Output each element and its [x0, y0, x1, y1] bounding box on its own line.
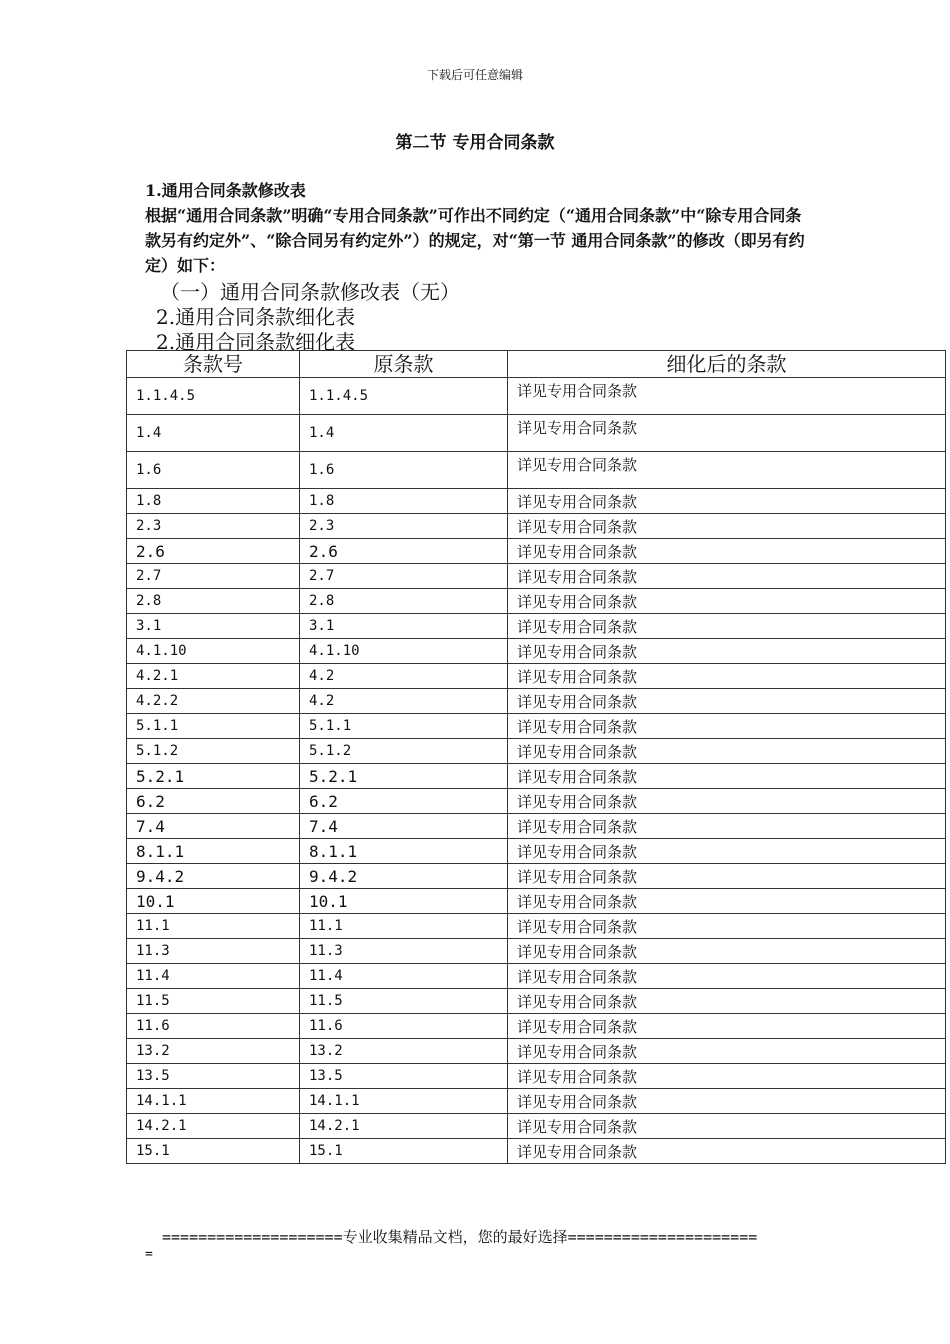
table-row [127, 939, 946, 964]
modification-table-note: （一）通用合同条款修改表（无） [160, 280, 460, 304]
cell-clause-no: 1.6 [127, 452, 300, 489]
table-row [127, 714, 946, 739]
cell-clause-no: 4.2.1 [127, 664, 300, 689]
refinement-table-title-repeat: 2.通用合同条款细化表 [156, 330, 356, 354]
cell-original-clause: 6.2 [300, 789, 508, 814]
cell-refined-clause: 详见专用合同条款 [508, 989, 946, 1014]
cell-refined-clause: 详见专用合同条款 [508, 452, 946, 489]
cell-clause-no: 14.1.1 [127, 1089, 300, 1114]
table-row [127, 489, 946, 514]
cell-original-clause: 11.4 [300, 964, 508, 989]
footer-banner-wrap: = [145, 1247, 153, 1262]
cell-refined-clause: 详见专用合同条款 [508, 764, 946, 789]
cell-original-clause: 13.5 [300, 1064, 508, 1089]
table-row [127, 814, 946, 839]
cell-original-clause: 14.1.1 [300, 1089, 508, 1114]
cell-original-clause: 5.1.1 [300, 714, 508, 739]
cell-original-clause: 2.6 [300, 539, 508, 564]
cell-original-clause: 2.3 [300, 514, 508, 539]
table-row [127, 789, 946, 814]
cell-refined-clause: 详见专用合同条款 [508, 564, 946, 589]
cell-original-clause: 11.1 [300, 914, 508, 939]
cell-original-clause: 1.8 [300, 489, 508, 514]
table-row [127, 864, 946, 889]
table-row [127, 739, 946, 764]
cell-clause-no: 4.1.10 [127, 639, 300, 664]
cell-clause-no: 1.4 [127, 415, 300, 452]
cell-refined-clause: 详见专用合同条款 [508, 1014, 946, 1039]
cell-refined-clause: 详见专用合同条款 [508, 1139, 946, 1164]
cell-original-clause: 7.4 [300, 814, 508, 839]
cell-original-clause: 5.1.2 [300, 739, 508, 764]
header-clause-no: 条款号 [127, 351, 300, 378]
table-row [127, 839, 946, 864]
cell-original-clause: 1.1.4.5 [300, 378, 508, 415]
cell-original-clause: 4.2 [300, 664, 508, 689]
cell-clause-no: 8.1.1 [127, 839, 300, 864]
clause-refinement-table [126, 350, 946, 1164]
section-title: 第二节 专用合同条款 [395, 133, 555, 153]
table-row [127, 1139, 946, 1164]
table-row [127, 539, 946, 564]
table-row [127, 689, 946, 714]
cell-original-clause: 14.2.1 [300, 1114, 508, 1139]
cell-clause-no: 1.1.4.5 [127, 378, 300, 415]
header-refined-clause: 细化后的条款 [508, 351, 946, 378]
cell-clause-no: 7.4 [127, 814, 300, 839]
table-row [127, 415, 946, 452]
cell-clause-no: 1.8 [127, 489, 300, 514]
cell-clause-no: 2.7 [127, 564, 300, 589]
cell-refined-clause: 详见专用合同条款 [508, 814, 946, 839]
cell-clause-no: 11.4 [127, 964, 300, 989]
cell-clause-no: 13.5 [127, 1064, 300, 1089]
table-row [127, 1039, 946, 1064]
cell-original-clause: 11.3 [300, 939, 508, 964]
table-row [127, 514, 946, 539]
cell-clause-no: 10.1 [127, 889, 300, 914]
cell-refined-clause: 详见专用合同条款 [508, 415, 946, 452]
table-row [127, 764, 946, 789]
cell-original-clause: 11.5 [300, 989, 508, 1014]
cell-original-clause: 1.6 [300, 452, 508, 489]
cell-refined-clause: 详见专用合同条款 [508, 639, 946, 664]
subheading: 1.通用合同条款修改表 [145, 181, 306, 200]
footer-banner: ====================专业收集精品文档，您的最好选择===================== [162, 1228, 758, 1246]
cell-original-clause: 9.4.2 [300, 864, 508, 889]
cell-original-clause: 1.4 [300, 415, 508, 452]
cell-clause-no: 11.3 [127, 939, 300, 964]
cell-refined-clause: 详见专用合同条款 [508, 889, 946, 914]
cell-original-clause: 3.1 [300, 614, 508, 639]
cell-clause-no: 6.2 [127, 789, 300, 814]
intro-paragraph: 根据“通用合同条款”明确“专用合同条款”可作出不同约定（“通用合同条款”中“除专用合同条款另有约定外”、“除合同另有约定外”）的规定，对“第一节 通用合同条款”的修改（即另有约定）如下： [145, 206, 805, 275]
cell-clause-no: 11.6 [127, 1014, 300, 1039]
cell-refined-clause: 详见专用合同条款 [508, 864, 946, 889]
table-row [127, 639, 946, 664]
cell-refined-clause: 详见专用合同条款 [508, 1114, 946, 1139]
table-header-row [127, 351, 946, 378]
cell-original-clause: 4.1.10 [300, 639, 508, 664]
cell-refined-clause: 详见专用合同条款 [508, 914, 946, 939]
cell-original-clause: 5.2.1 [300, 764, 508, 789]
cell-refined-clause: 详见专用合同条款 [508, 1089, 946, 1114]
cell-refined-clause: 详见专用合同条款 [508, 964, 946, 989]
cell-refined-clause: 详见专用合同条款 [508, 839, 946, 864]
cell-refined-clause: 详见专用合同条款 [508, 939, 946, 964]
cell-clause-no: 2.6 [127, 539, 300, 564]
cell-clause-no: 3.1 [127, 614, 300, 639]
table-row [127, 664, 946, 689]
cell-refined-clause: 详见专用合同条款 [508, 739, 946, 764]
table-row [127, 1064, 946, 1089]
table-row [127, 914, 946, 939]
table-row [127, 989, 946, 1014]
table-row [127, 564, 946, 589]
table-row [127, 589, 946, 614]
table-row [127, 378, 946, 415]
table-row [127, 889, 946, 914]
cell-refined-clause: 详见专用合同条款 [508, 614, 946, 639]
cell-refined-clause: 详见专用合同条款 [508, 378, 946, 415]
cell-clause-no: 15.1 [127, 1139, 300, 1164]
cell-clause-no: 5.1.2 [127, 739, 300, 764]
cell-refined-clause: 详见专用合同条款 [508, 789, 946, 814]
table-row [127, 1114, 946, 1139]
cell-clause-no: 9.4.2 [127, 864, 300, 889]
cell-refined-clause: 详见专用合同条款 [508, 589, 946, 614]
cell-original-clause: 13.2 [300, 1039, 508, 1064]
cell-original-clause: 4.2 [300, 689, 508, 714]
cell-original-clause: 10.1 [300, 889, 508, 914]
cell-clause-no: 2.8 [127, 589, 300, 614]
cell-original-clause: 15.1 [300, 1139, 508, 1164]
table-row [127, 1014, 946, 1039]
header-note: 下载后可任意编辑 [426, 68, 523, 82]
refinement-table-title: 2.通用合同条款细化表 [156, 305, 356, 329]
table-row [127, 452, 946, 489]
cell-refined-clause: 详见专用合同条款 [508, 1039, 946, 1064]
cell-refined-clause: 详见专用合同条款 [508, 539, 946, 564]
cell-clause-no: 11.5 [127, 989, 300, 1014]
cell-refined-clause: 详见专用合同条款 [508, 1064, 946, 1089]
table-row [127, 614, 946, 639]
cell-refined-clause: 详见专用合同条款 [508, 514, 946, 539]
header-original-clause: 原条款 [300, 351, 508, 378]
table-row [127, 964, 946, 989]
cell-clause-no: 13.2 [127, 1039, 300, 1064]
cell-refined-clause: 详见专用合同条款 [508, 714, 946, 739]
cell-clause-no: 11.1 [127, 914, 300, 939]
table-row [127, 1089, 946, 1114]
cell-refined-clause: 详见专用合同条款 [508, 689, 946, 714]
cell-original-clause: 2.8 [300, 589, 508, 614]
cell-refined-clause: 详见专用合同条款 [508, 664, 946, 689]
cell-clause-no: 2.3 [127, 514, 300, 539]
cell-clause-no: 5.1.1 [127, 714, 300, 739]
cell-clause-no: 5.2.1 [127, 764, 300, 789]
cell-original-clause: 2.7 [300, 564, 508, 589]
cell-clause-no: 4.2.2 [127, 689, 300, 714]
cell-original-clause: 8.1.1 [300, 839, 508, 864]
cell-refined-clause: 详见专用合同条款 [508, 489, 946, 514]
cell-original-clause: 11.6 [300, 1014, 508, 1039]
cell-clause-no: 14.2.1 [127, 1114, 300, 1139]
